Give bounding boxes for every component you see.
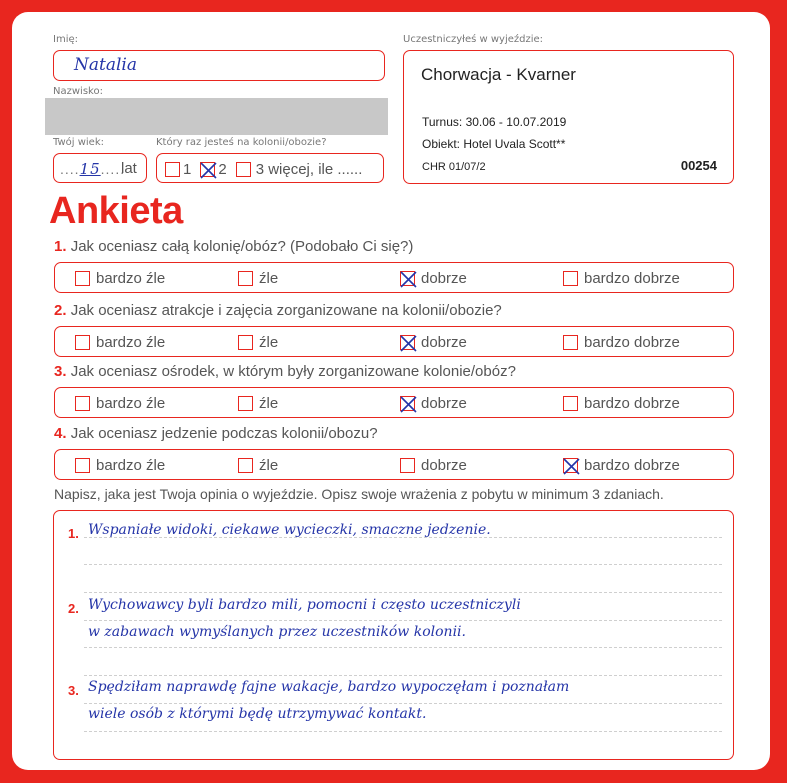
answer-1-line-1: Wspaniałe widoki, ciekawe wycieczki, smaczne jedzenie. — [88, 522, 491, 538]
ktory-raz-label: Który raz jesteś na kolonii/obozie? — [156, 137, 327, 148]
ktory-raz-option-1: 1 — [183, 161, 192, 178]
answer-3-number: 3. — [68, 683, 79, 698]
question-label: Jak oceniasz całą kolonię/obóz? (Podobało Ci się?) — [70, 238, 414, 255]
question-label: Jak oceniasz jedzenie podczas kolonii/obozu? — [70, 425, 378, 442]
option-label: źle — [259, 270, 279, 287]
question-2-text — [54, 302, 502, 319]
checkbox[interactable] — [563, 335, 578, 350]
ktory-raz-option-3: 3 więcej, ile ...... — [255, 161, 363, 178]
question-label: Jak oceniasz atrakcje i zajęcia zorganizowane na kolonii/obozie? — [70, 302, 502, 319]
question-number: 3. — [54, 363, 67, 380]
option-4[interactable] — [563, 457, 680, 474]
opinion-prompt: Napisz, jaka jest Twoja opinia o wyjeździe. Opisz swoje wrażenia z pobytu w minimum 3 zdaniach. — [54, 486, 664, 502]
option-label: bardzo źle — [96, 270, 166, 287]
option-label: bardzo dobrze — [584, 395, 680, 412]
option-3[interactable] — [400, 270, 467, 287]
option-4[interactable] — [563, 395, 680, 412]
option-label: bardzo dobrze — [584, 334, 680, 351]
question-number: 1. — [54, 238, 67, 255]
checkbox[interactable] — [75, 396, 90, 411]
option-3[interactable] — [400, 334, 467, 351]
writing-line — [84, 703, 722, 704]
checkbox[interactable] — [400, 396, 415, 411]
checkbox[interactable] — [400, 271, 415, 286]
wiek-dots: ....15..... — [60, 160, 126, 178]
trip-obiekt: Obiekt: Hotel Uvala Scott** — [422, 137, 566, 151]
option-2[interactable] — [238, 270, 278, 287]
option-label: dobrze — [421, 334, 467, 351]
trip-turnus: Turnus: 30.06 - 10.07.2019 — [422, 115, 567, 129]
option-3[interactable] — [400, 395, 467, 412]
question-1-options — [54, 262, 734, 293]
ktory-raz-option-2: 2 — [218, 161, 227, 178]
wiek-label: Twój wiek: — [53, 137, 104, 148]
question-number: 4. — [54, 425, 67, 442]
answer-1-number: 1. — [68, 526, 79, 541]
option-label: źle — [259, 457, 279, 474]
option-1[interactable] — [75, 457, 165, 474]
option-1[interactable] — [75, 270, 165, 287]
writing-line — [84, 620, 722, 621]
question-4-text — [54, 425, 378, 442]
option-1[interactable] — [75, 395, 165, 412]
nazwisko-label: Nazwisko: — [53, 86, 103, 97]
writing-line — [84, 731, 722, 732]
option-label: dobrze — [421, 457, 467, 474]
question-label: Jak oceniasz ośrodek, w którym były zorganizowane kolonie/obóz? — [70, 363, 516, 380]
answer-2-number: 2. — [68, 601, 79, 616]
trip-title: Chorwacja - Kvarner — [421, 65, 576, 84]
option-label: bardzo dobrze — [584, 270, 680, 287]
writing-line — [84, 592, 722, 593]
trip-info-box — [403, 50, 734, 184]
writing-line — [84, 647, 722, 648]
checkbox[interactable] — [238, 396, 253, 411]
option-1[interactable] — [75, 334, 165, 351]
question-4-options — [54, 449, 734, 480]
checkbox[interactable] — [400, 458, 415, 473]
checkbox[interactable] — [563, 458, 578, 473]
option-label: bardzo źle — [96, 334, 166, 351]
checkbox[interactable] — [563, 396, 578, 411]
option-2[interactable] — [238, 395, 278, 412]
trip-code: CHR 01/07/2 — [422, 161, 486, 173]
checkbox[interactable] — [238, 458, 253, 473]
checkbox[interactable] — [400, 335, 415, 350]
answer-3-line-1: Spędziłam naprawdę fajne wakacje, bardzo wypoczęłam i poznałam — [88, 679, 570, 695]
question-number: 2. — [54, 302, 67, 319]
ktory-raz-field — [156, 153, 384, 183]
survey-card — [12, 12, 770, 770]
answer-2-line-1: Wychowawcy byli bardzo mili, pomocni i często uczestniczyli — [88, 597, 521, 613]
checkbox[interactable] — [238, 335, 253, 350]
checkbox[interactable] — [238, 271, 253, 286]
imie-value: Natalia — [74, 55, 137, 75]
question-2-options — [54, 326, 734, 357]
option-label: bardzo źle — [96, 395, 166, 412]
option-label: źle — [259, 395, 279, 412]
question-3-options — [54, 387, 734, 418]
writing-line — [84, 564, 722, 565]
page-title: Ankieta — [49, 190, 183, 232]
option-label: bardzo dobrze — [584, 457, 680, 474]
uczestnik-label: Uczestniczyłeś w wyjeździe: — [403, 34, 544, 45]
imie-field[interactable] — [53, 50, 385, 81]
checkbox[interactable] — [75, 335, 90, 350]
option-label: bardzo źle — [96, 457, 166, 474]
answer-2-line-2: w zabawach wymyślanych przez uczestników kolonii. — [88, 624, 466, 640]
option-3[interactable] — [400, 457, 467, 474]
trip-number: 00254 — [680, 158, 717, 173]
option-4[interactable] — [563, 334, 680, 351]
ktory-raz-checkbox-1[interactable] — [165, 162, 180, 177]
option-4[interactable] — [563, 270, 680, 287]
writing-line — [84, 675, 722, 676]
wiek-field[interactable] — [53, 153, 147, 183]
option-2[interactable] — [238, 334, 278, 351]
ktory-raz-checkbox-2[interactable] — [200, 162, 215, 177]
question-3-text — [54, 363, 516, 380]
option-2[interactable] — [238, 457, 278, 474]
imie-label: Imię: — [53, 34, 78, 45]
checkbox[interactable] — [563, 271, 578, 286]
checkbox[interactable] — [75, 458, 90, 473]
answer-3-line-2: wiele osób z którymi będę utrzymywać kontakt. — [88, 706, 427, 722]
option-label: dobrze — [421, 270, 467, 287]
question-1-text — [54, 238, 413, 255]
redacted-surname — [45, 98, 388, 135]
wiek-value: 15 — [79, 160, 101, 178]
ktory-raz-checkbox-3[interactable] — [236, 162, 251, 177]
wiek-unit: lat — [121, 160, 137, 177]
checkbox[interactable] — [75, 271, 90, 286]
option-label: dobrze — [421, 395, 467, 412]
option-label: źle — [259, 334, 279, 351]
